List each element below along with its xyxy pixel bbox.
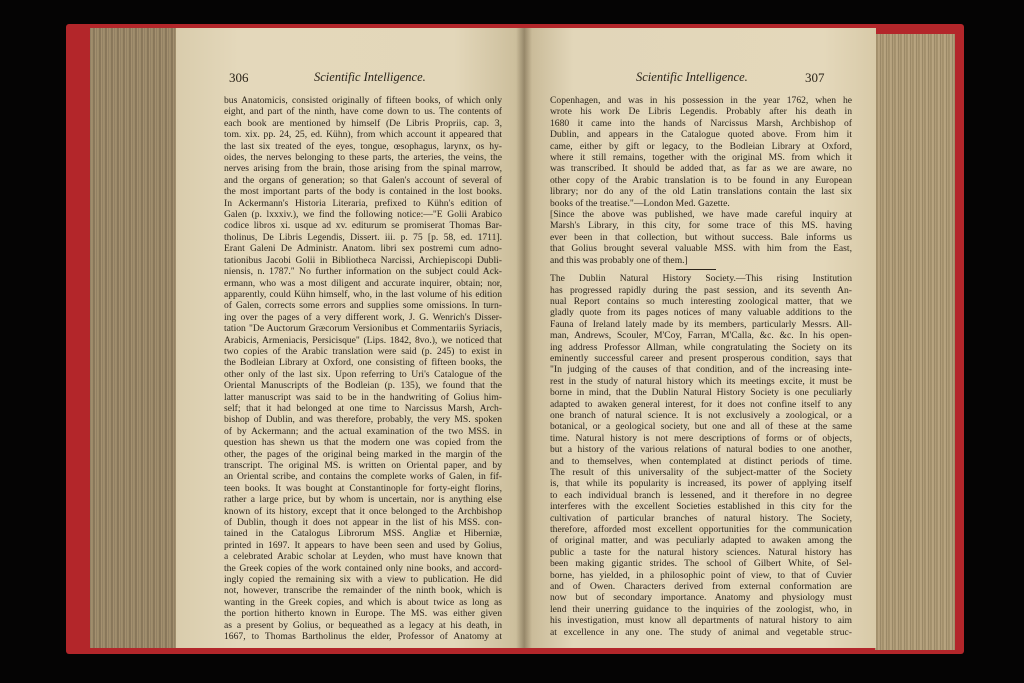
text-line: tationibus Jacobi Golii in Bibliotheca Narcissi, Archiepiscopi Dubli- [224, 254, 502, 266]
text-line: one branch of natural science. It is not exclusively a zoological, or a [550, 409, 852, 421]
text-line: tation "De Auctorum Græcorum Versionibus et Commentariis Syriacis, [224, 323, 502, 335]
text-line: borne, has yielded, in a philosophic point of view, to that of Cuvier [550, 569, 852, 581]
text-line: nual Report contains so much interesting zoological matter, that we [550, 295, 852, 307]
text-line: Galen (p. lxxxiv.), we find the following notice:—"E Golii Arabico [224, 209, 502, 221]
text-line: came, either by gift or legacy, to the Bodleian Library at Oxford, [550, 140, 852, 152]
text-line: has progressed rapidly during the past session, and its seventh An- [550, 284, 852, 296]
text-line: other copy of the Arabic translation is to be found in any European [550, 174, 852, 186]
text-line: the last six treated of the eyes, tongue, œsophagus, larynx, os hy- [224, 140, 502, 152]
text-line: Marsh's Library, in this city, for some trace of this MS. having [550, 220, 852, 232]
text-line: tholinus, De Libris Legendis, Dissert. iii. p. 75 [p. 58, ed. 1711]. [224, 231, 502, 243]
text-line: gladly quote from its pages notices of many valuable additions to the [550, 307, 852, 319]
text-line: ing over the pages of a very different work, J. G. Wenrich's Disser- [224, 311, 502, 323]
text-line: niensis, n. 1787." No further information on the subject could Ack- [224, 266, 502, 278]
text-line: been making gigantic strides. The school of Gilbert White, of Sel- [550, 558, 852, 570]
text-line: Erant Galeni De Administr. Anatom. libri sex postremi cum adno- [224, 243, 502, 255]
text-line: transcript. The original MS. is written on Oriental paper, and by [224, 460, 502, 471]
text-line: library; nor do any of the old Latin translations contain the last six [550, 186, 852, 198]
text-line: is, that while its popularity is increased, its power of applying itself [550, 478, 852, 490]
text-line: eminently successful career and present prosperous condition, says that [550, 352, 852, 364]
text-line: Fauna of Ireland lately made by its members, particularly Messrs. All- [550, 318, 852, 330]
text-line: not, however, transcribe the remainder of the ninth book, which is [224, 585, 502, 597]
text-line: that Golius brought several valuable MSS. with him from the East, [550, 243, 852, 255]
text-line: of by Ackermann; and the actual examination of the two MSS. in [224, 425, 502, 437]
right-page-text [550, 95, 852, 638]
text-line: the most important parts of the body is contained in the lost books. [224, 186, 502, 198]
text-line: latter manuscript was said to be in the handwriting of Golius him- [224, 391, 502, 403]
right-paragraph-continued [550, 95, 852, 266]
text-line: and this was probably one of them.] [550, 254, 688, 266]
text-line: cultivation of particular branches of natural history. The Society, [550, 512, 852, 524]
text-line: wanting in the Greek copies, and which is about twice as long as [224, 596, 502, 608]
left-page-text [224, 95, 502, 643]
text-line: ermann, who was a most diligent and accurate inquirer, obtain; nor, [224, 277, 502, 289]
left-page-edges [90, 28, 182, 648]
text-line: as a present by Golius, or bequeathed as a legacy at his death, in [224, 619, 502, 631]
text-line: tained in the Catalogus Librorum MSS. Angliæ et Hiberniæ, [224, 528, 502, 540]
text-line: Arabicis, Armeniacis, Persicisque" (Lips. 1842, 8vo.), we noticed that [224, 334, 502, 346]
text-line: codice libros xi. usque ad xv. editurum se promiserat Thomas Bar- [224, 220, 502, 232]
text-line: where it still remains, together with the original MS. from which it [550, 152, 852, 164]
text-line: apparently, could Kühn himself, who, in the last volume of his edition [224, 288, 502, 300]
text-line: Oriental Manuscripts of the Bodleian (p. 135), we found that the [224, 380, 502, 392]
right-paragraph-society [550, 273, 852, 638]
left-page-number: 306 [229, 70, 249, 85]
text-line: In Ackermann's Historia Literaria, prefixed to Kühn's edition of [224, 197, 502, 209]
text-line: question has shewn us that the modern one was copied from the [224, 437, 502, 449]
text-line: bus Anatomicis, consisted originally of fifteen books, of which only [224, 95, 502, 106]
text-line: teen books. It was bought at Constantinople for forty-eight florins, [224, 482, 502, 494]
text-line: Dublin, and appears in the Catalogue quoted above. From him it [550, 129, 852, 141]
text-line: a celebrated Arabic scholar at Leyden, who must have known that [224, 551, 502, 563]
right-running-title: Scientific Intelligence. [636, 70, 748, 84]
text-line: his investigation, must know all departments of natural history to aim [550, 615, 852, 627]
text-line: an Oriental scribe, and contains the complete works of Galen, in fif- [224, 471, 502, 483]
text-line: each book are mentioned by himself (De Libris Propriis, cap. 3, [224, 117, 502, 129]
text-line: botanical, or a geological society, but one and all of these at the same [550, 421, 852, 433]
text-line: the Greek copies of the work contained only nine books, and accord- [224, 562, 502, 574]
text-line: of Galen, corrects some errors and supplies some omissions. In turn- [224, 300, 502, 312]
text-line: wrote his work De Libris Legendis. Probably after his death in [550, 106, 852, 118]
text-line: The result of this universality of the subject-matter of the Society [550, 467, 852, 478]
text-line: time. Natural history is not mere descriptions of forms or of objects, [550, 432, 852, 444]
text-line: two copies of the Arabic translation were said (p. 245) to exist in [224, 345, 502, 357]
text-line: self; that it had belonged at one time to Narcissus Marsh, Arch- [224, 402, 502, 414]
text-line: other only of the last six. Upon referring to Uri's Catalogue of the [224, 368, 502, 380]
text-line: public a taste for the natural history sciences. Natural history has [550, 546, 852, 558]
text-line: and the organs of generation; so that Galen's account of several of [224, 174, 502, 186]
text-line: bishop of Dublin, and was therefore, probably, the very MS. spoken [224, 414, 502, 426]
text-line: "In judging of the causes of that condition, and of the increasing inte- [550, 364, 852, 376]
text-line: rather a large price, but by whom is uncertain, nor is anything else [224, 494, 502, 506]
text-line: nerves arising from the brain, those arising from the spinal marrow, [224, 163, 502, 175]
left-running-title: Scientific Intelligence. [314, 70, 426, 84]
text-line: the Bodleian Library at Oxford, one consisting of fifteen books, the [224, 357, 502, 369]
text-line: adapted to awaken general interest, for it does not confine itself to any [550, 398, 852, 410]
text-line: and to themselves, when contemplated at distinct periods of time. [550, 455, 852, 467]
text-line: therefore, afforded most excellent opportunities for the communication [550, 524, 852, 536]
text-line: to each individual branch is lessened, and it therefore in no degree [550, 489, 852, 501]
text-line: ever been in that collection, but without success. Bale informs us [550, 231, 852, 243]
text-line: was transcribed. It should be added that, as far as we are aware, no [550, 163, 852, 175]
text-line: ing address Professor Allman, while congratulating the Society on its [550, 341, 852, 353]
text-line: borne in mind, that the Dublin Natural History Society is one peculiarly [550, 387, 852, 399]
right-page-number: 307 [805, 70, 825, 85]
right-page-edges [875, 34, 955, 650]
text-line: 1680 it came into the hands of Narcissus Marsh, Archbishop of [550, 117, 852, 129]
text-line: interferes with the excellent Societies established in this city for the [550, 501, 852, 513]
text-line: Copenhagen, and was in his possession in the year 1762, when he [550, 95, 852, 106]
text-line: rest in the study of natural history which its meetings excite, it must be [550, 375, 852, 387]
text-line: other, the pages of the original being marked in the margin of the [224, 448, 502, 460]
text-line: of Dublin, though it does not appear in the list of his MSS. con- [224, 517, 502, 529]
text-line: tom. xix. pp. 24, 25, ed. Kühn), from which account it appeared that [224, 129, 502, 141]
text-line: eight, and part of the ninth, have come down to us. The contents of [224, 106, 502, 118]
text-line: The Dublin Natural History Society.—This rising Institution [550, 273, 852, 285]
text-line: printed in 1697. It appears to have been seen and used by Golius, [224, 539, 502, 551]
text-line: and of Owen. Characters derived from external conformation are [550, 581, 852, 593]
text-line: now but of secondary importance. Anatomy and physiology must [550, 592, 852, 604]
text-line: known of its history, except that it once belonged to the Archbishop [224, 505, 502, 517]
text-line: oides, the nerves belonging to these parts, the arteries, the veins, the [224, 152, 502, 164]
text-line: lend their unerring guidance to the inquiries of the zoologist, who, in [550, 603, 852, 615]
text-line: ingly copied the remaining six with a view to publication. He did [224, 574, 502, 586]
text-line: books of the treatise."—London Med. Gazette. [550, 197, 730, 209]
text-line: [Since the above was published, we have made careful inquiry at [550, 209, 852, 221]
text-line: at excellence in any one. The study of animal and vegetable struc- [550, 626, 852, 638]
text-line: the portion hitherto known in Europe. The MS. was either given [224, 608, 502, 620]
book-gutter [516, 28, 532, 648]
text-line: of original matter, and was peculiarly adapted to awaken among the [550, 535, 852, 547]
text-line: 1667, to Thomas Bartholinus the elder, Professor of Anatomy at [224, 631, 502, 643]
section-divider [676, 269, 716, 270]
text-line: but a history of the various relations of natural bodies to one another, [550, 444, 852, 456]
text-line: man, Andrews, Scouler, M'Coy, Farran, M'Calla, &c. &c. In his open- [550, 330, 852, 342]
